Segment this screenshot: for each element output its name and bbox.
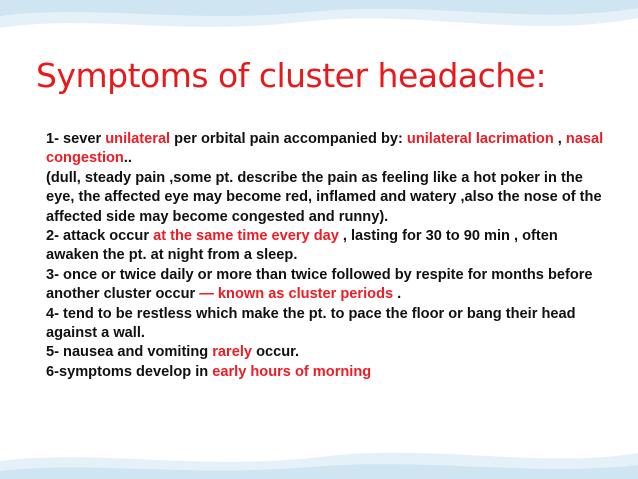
symptom-1 <box>46 130 606 169</box>
highlight: — known as cluster periods <box>199 286 394 303</box>
text: 6-symptoms develop in <box>46 363 213 380</box>
symptom-6 <box>46 363 606 382</box>
text: occur. <box>252 344 300 361</box>
text: .. <box>123 150 132 167</box>
highlight: at the same time every day <box>153 228 339 245</box>
bottom-wave-decoration <box>0 439 638 479</box>
highlight: unilateral <box>105 131 171 147</box>
text: 5- nausea and vomiting <box>46 344 213 361</box>
symptom-3 <box>46 266 606 305</box>
slide-title: Symptoms of cluster headache: <box>36 56 547 95</box>
symptom-2 <box>46 227 606 266</box>
symptom-4: 4- tend to be restless which make the pt. to pace the floor or bang their head against a wall. <box>46 305 576 342</box>
text: . <box>393 286 402 303</box>
text: 1- sever <box>46 131 106 147</box>
symptom-5 <box>46 343 606 362</box>
symptom-description: (dull, steady pain ,some pt. describe the pain as feeling like a hot poker in the eye, the affected eye may become red, inflamed and watery ,also the nose of the affected side may become congested and runny). <box>46 169 602 225</box>
slide-body <box>46 130 606 382</box>
text: 3- once or twice daily or more than twice followed by respite for months before another cluster occur <box>46 266 593 303</box>
highlight: rarely <box>212 344 253 361</box>
highlight: nasal congestion <box>46 131 604 167</box>
highlight: early hours of morning <box>212 363 372 380</box>
text: , lasting for 30 to 90 min , often awaken the pt. at night from a sleep. <box>46 228 558 264</box>
highlight: unilateral <box>406 131 472 147</box>
text: 2- attack occur <box>46 228 154 245</box>
highlight: lacrimation <box>475 131 554 147</box>
text: , <box>553 131 566 147</box>
text: per orbital pain accompanied by: <box>170 131 407 147</box>
top-wave-decoration <box>0 0 638 60</box>
